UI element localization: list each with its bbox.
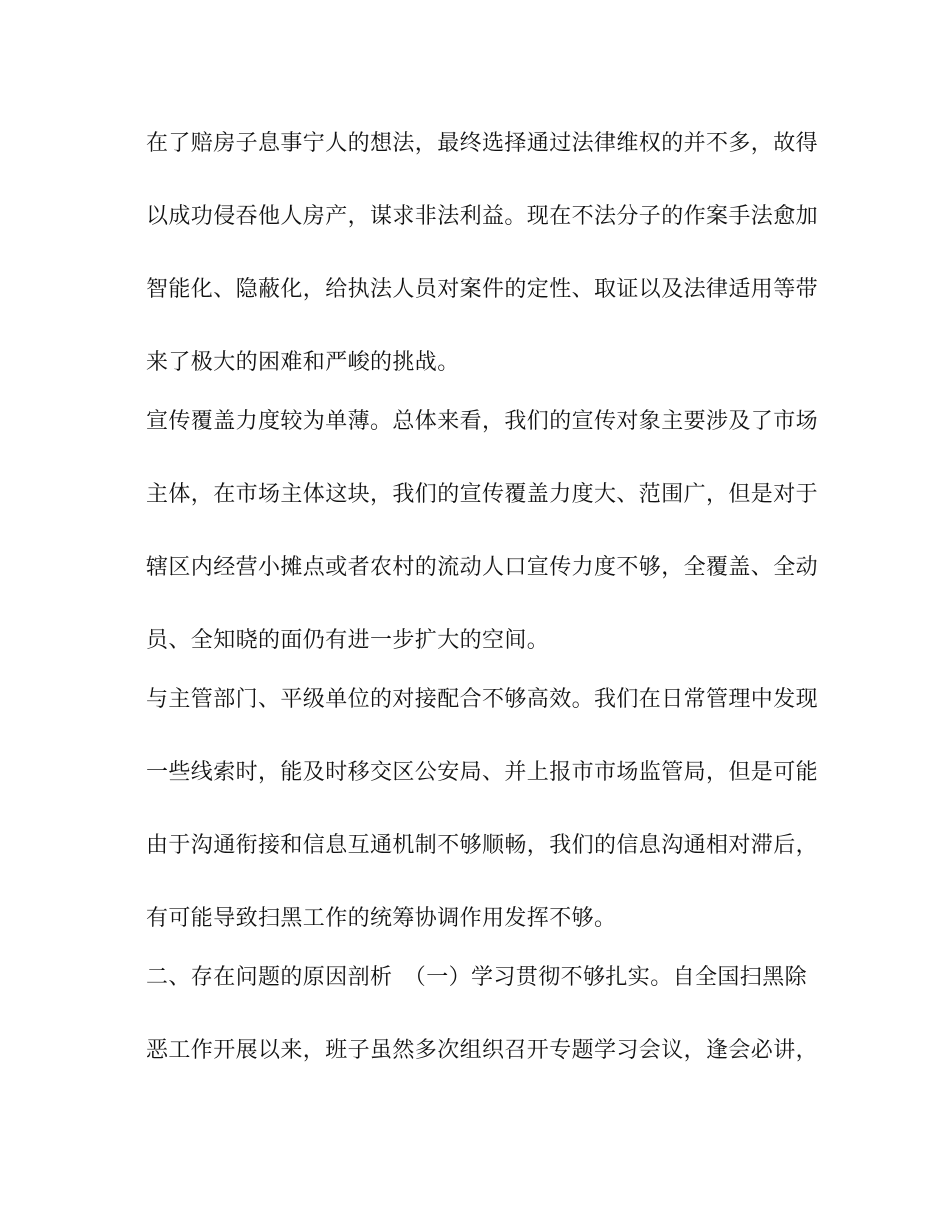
paragraph-first-line: 宣传覆盖力度较为单薄。总体来看，我们的宣传对象主要涉及了市场 — [146, 409, 819, 434]
text-line: 员、全知晓的面仍有进一步扩大的空间。 — [146, 628, 550, 653]
text-line: 以成功侵吞他人房产，谋求非法利益。现在不法分子的作案手法愈加 — [146, 204, 819, 229]
text-line: 一些线索时，能及时移交区公安局、并上报市市场监管局，但是可能 — [146, 760, 819, 785]
text-line: 有可能导致扫黑工作的统筹协调作用发挥不够。 — [146, 906, 617, 931]
text-line: 主体，在市场主体这块，我们的宣传覆盖力度大、范围广，但是对于 — [146, 482, 819, 507]
text-line: 智能化、隐蔽化，给执法人员对案件的定性、取证以及法律适用等带 — [146, 277, 819, 302]
text-line: 由于沟通衔接和信息互通机制不够顺畅，我们的信息沟通相对滞后， — [146, 833, 819, 858]
paragraph-first-line: 与主管部门、平级单位的对接配合不够高效。我们在日常管理中发现 — [146, 687, 819, 712]
text-line: 来了极大的困难和严峻的挑战。 — [146, 350, 460, 375]
text-line: 恶工作开展以来，班子虽然多次组织召开专题学习会议，逢会必讲， — [146, 1038, 819, 1063]
text-line: 辖区内经营小摊点或者农村的流动人口宣传力度不够，全覆盖、全动 — [146, 555, 819, 580]
section-heading-line: 二、存在问题的原因剖析 （一）学习贯彻不够扎实。自全国扫黑除 — [146, 965, 808, 990]
text-line: 在了赔房子息事宁人的想法，最终选择通过法律维权的并不多，故得 — [146, 131, 819, 156]
